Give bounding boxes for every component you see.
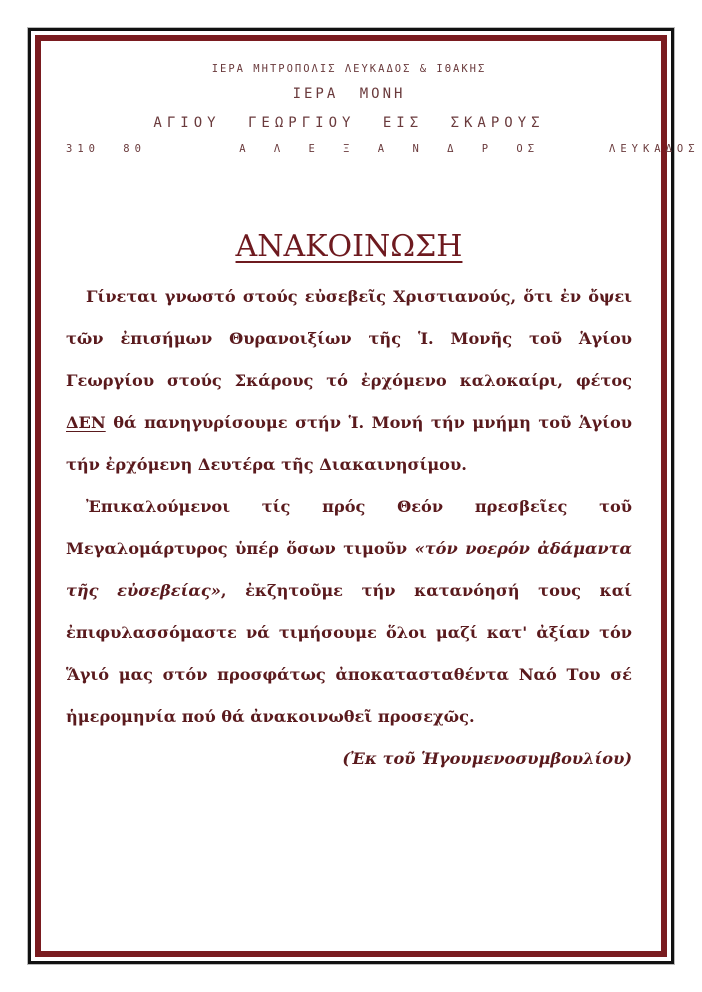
header-metropolis: ΙΕΡΑ ΜΗΤΡΟΠΟΛΙΣ ΛΕΥΚΑΔΟΣ & ΙΘΑΚΗΣ [211, 63, 487, 75]
paragraph-1 [66, 276, 632, 486]
announcement-title: ΑΝΑΚΟΙΝΩΣΗ [235, 229, 463, 264]
paragraph-2-text-after: , ἐκζητοῦμε τήν κατανόησή τους καί ἐπιφυλασσόμαστε νά τιμήσουμε ὅλοι μαζί κατ' ἀξίαν τόν Ἅγιό μας στόν προσφάτως ἀποκατασταθέντα Ναό Του σέ ἡμερομηνία πού θά ἀνακοινωθεῖ προσεχῶς. [66, 581, 632, 726]
paragraph-1-emphasis: ΔΕΝ [66, 413, 106, 432]
header-monastery-name: ΑΓΙΟΥ ΓΕΩΡΓΙΟΥ ΕΙΣ ΣΚΑΡΟΥΣ [153, 114, 545, 131]
header-postcode: 310 80 [66, 142, 146, 155]
paragraph-1-text-before: Γίνεται γνωστό στούς εὐσεβεῖς Χριστιανούς, ὅτι ἐν ὄψει τῶν ἐπισήμων Θυρανοιξίων τῆς Ἱ. Μονῆς τοῦ Ἁγίου Γεωργίου στούς Σκάρους τό ἐρχόμενο καλοκαίρι, φέτος [66, 287, 632, 390]
paragraph-2-quote: «τόν νοερόν ἀδάμαντα τῆς εὐσεβείας» [66, 539, 632, 600]
paragraph-1-text-after: θά πανηγυρίσουμε στήν Ἱ. Μονή τήν μνήμη τοῦ Ἁγίου τήν ἐρχόμενη Δευτέρα τῆς Διακαινησίμου. [66, 413, 632, 474]
paragraph-2-text-before: Ἐπικαλούμενοι τίς πρός Θεόν πρεσβεῖες τοῦ Μεγαλομάρτυρος ὑπέρ ὅσων τιμοῦν [66, 497, 632, 558]
paragraph-2 [66, 486, 632, 738]
signature: (Ἐκ τοῦ Ἡγουμενοσυμβουλίου) [342, 749, 632, 768]
header-address [66, 142, 700, 155]
document-content [66, 63, 700, 780]
header-town: Α Λ Ε Ξ Α Ν Δ Ρ ΟΣ [239, 142, 540, 155]
header-region: ΛΕΥΚΑΔΟΣ [609, 142, 700, 155]
header-monastery: ΙΕΡΑ ΜΟΝΗ [292, 85, 406, 102]
